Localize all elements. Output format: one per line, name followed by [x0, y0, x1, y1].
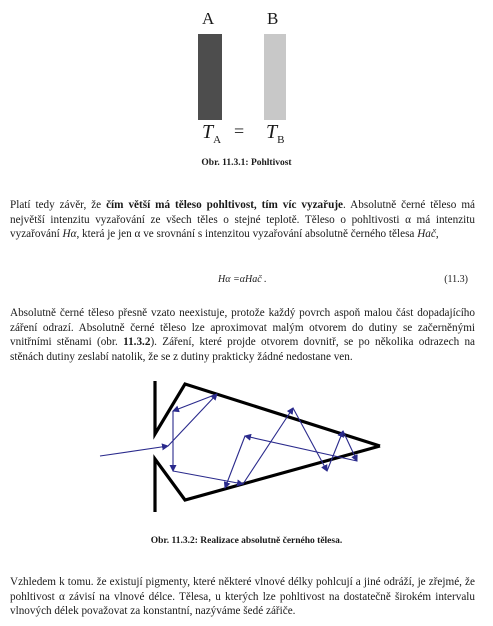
equation-number: (11.3) — [444, 274, 468, 285]
paragraph-absorptivity: Platí tedy závěr, že čím větší má těleso pohltivost, tím víc vyzařuje. Absolutně černé těleso má největší intenzitu vyzařování ze všech těles o stejné teplotě. Těleso o pohltivosti α má intenzitu vyzařování Hα, která je jen α ve srovnání s intenzitou vyzařování absolutně černého tělesa Hač, — [10, 199, 475, 240]
symbol-h-alpha: Hα — [62, 228, 77, 240]
dark-body-bar — [198, 34, 222, 120]
temperature-b-subscript: B — [277, 134, 285, 146]
incoming-ray — [100, 446, 168, 456]
figure-absorptivity — [0, 0, 493, 175]
paragraph-grey-bodies: Vzhledem k tomu. že existují pigmenty, které některé vlnové délky pohlcují a jiné odráží, je zřejmé, že pohltivost α závisí na vlnové délce. Tělesa, u kterých lze pohltivost na dostatečně širokém intervalu vlnových délek považovat za konstantní, nazýváme šedé zářiče. — [10, 576, 475, 617]
figure-reference: 11.3.2 — [123, 336, 151, 348]
paragraph-black-body: Absolutně černé těleso přesně vzato neexistuje, protože každý povrch aspoň malou část dopadajícího záření odrazí. Absolutně černé těleso lze aproximovat malým otvorem do dutiny se začerněnými vnitřními stěnami (obr. 11.3.2). Záření, které projde otvorem dovnitř, se po několika odrazech na stěnách dutiny zeslabí natolik, že se z dutiny prakticky žádné nedostane ven. — [10, 307, 475, 363]
temperature-a: $T_A$ — [202, 121, 222, 146]
key-statement: čím větší má těleso pohltivost, tím víc vyzařuje — [106, 199, 344, 211]
figure1-caption: Obr. 11.3.1: Pohltivost — [201, 158, 292, 168]
label-a: A — [202, 9, 215, 28]
symbol-h-ac: Hač — [417, 228, 436, 240]
figure2-caption: Obr. 11.3.2: Realizace absolutně černého tělesa. — [150, 536, 343, 546]
temperature-a-subscript: A — [213, 134, 222, 146]
label-b: B — [267, 9, 279, 28]
temperature-b: $T_B$ — [266, 121, 285, 146]
light-rays — [100, 394, 357, 488]
light-body-bar — [264, 34, 286, 120]
figure-cavity-diagram — [95, 376, 395, 512]
equals-sign: = — [234, 121, 245, 141]
equation-11-3 — [0, 274, 493, 288]
equation-formula: Hα =αHač . — [218, 274, 267, 285]
